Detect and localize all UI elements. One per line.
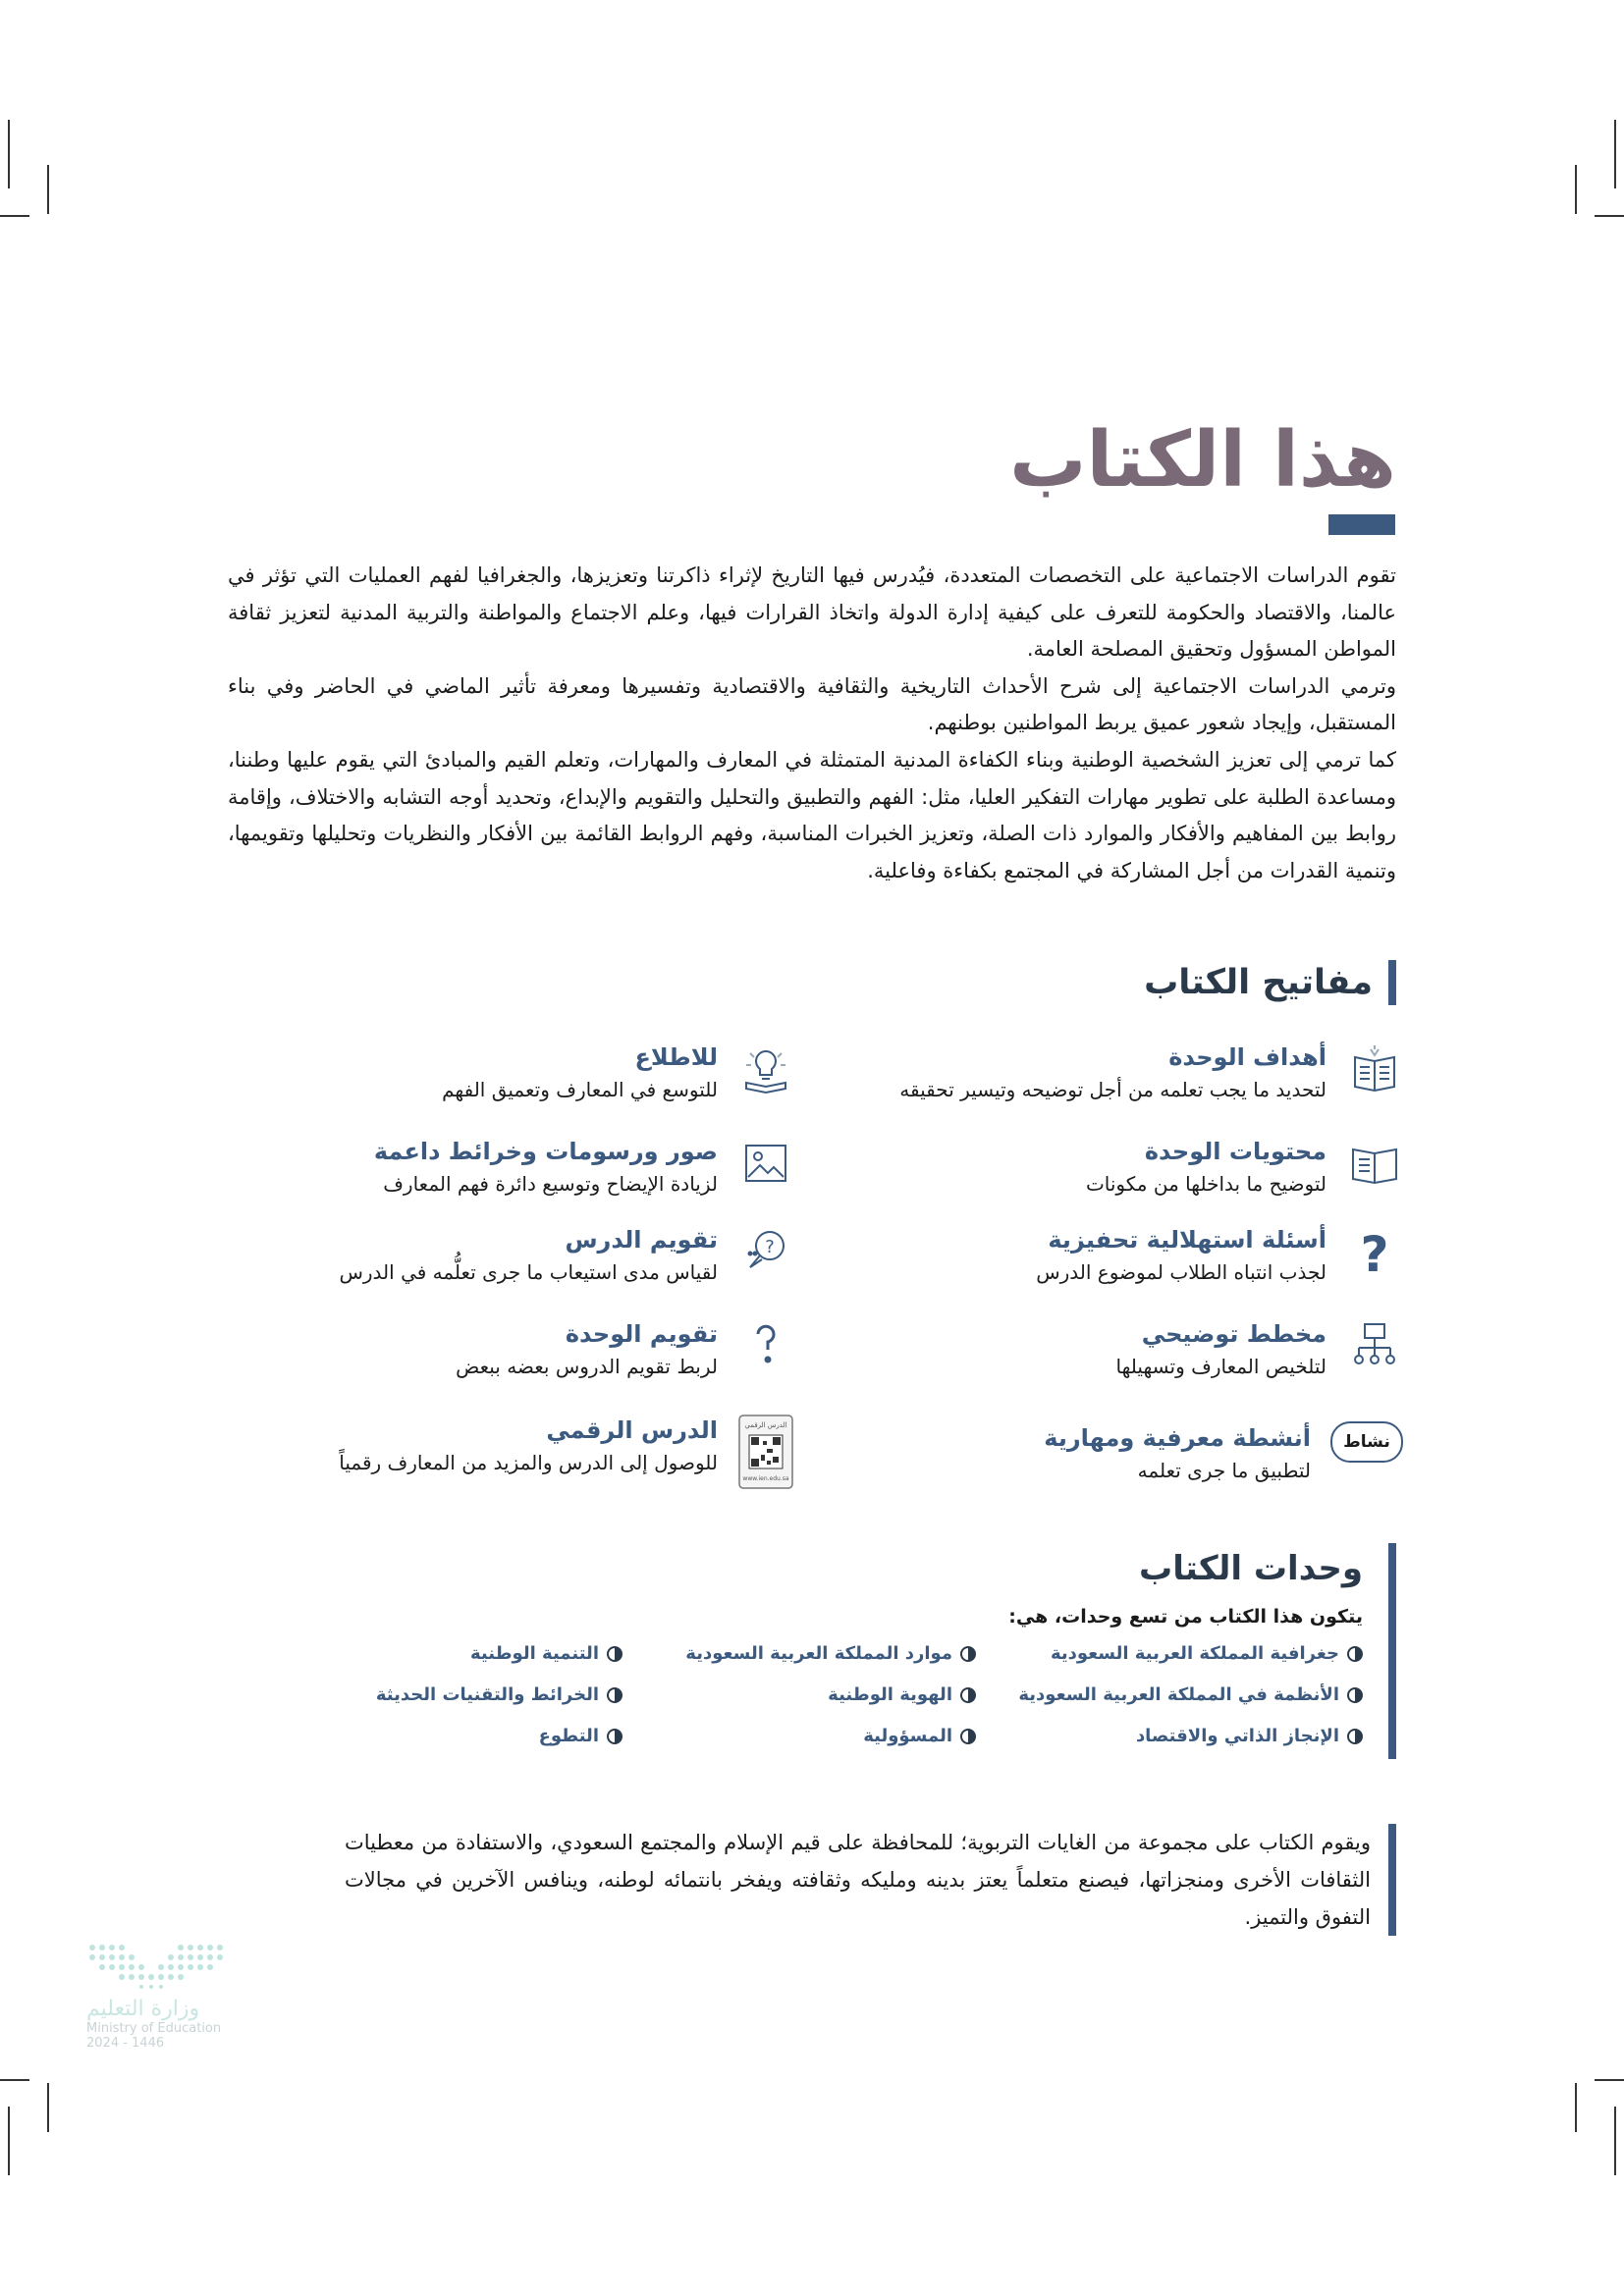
key-lesson-evaluation <box>244 1223 794 1288</box>
half-circle-bullet-icon <box>960 1646 976 1662</box>
unit-item: المسؤولية <box>863 1726 976 1746</box>
closing-paragraph: ويقوم الكتاب على مجموعة من الغايات التربوية؛ للمحافظة على قيم الإسلام والمجتمع السعودي، والاستفادة من معطيات الثقافات الأخرى ومنجزاتها، فيصنع متعلماً يعتز بدينه ومليكه وثقافته ويفخر بانتمائه لوطنه، وينافس الآخرين في مجالات التفوق والتميز. <box>345 1824 1396 1936</box>
key-desc: لجذب انتباه الطلاب لموضوع الدرس <box>1036 1260 1326 1284</box>
unit-item: الهوية الوطنية <box>828 1684 976 1705</box>
title-accent-bar <box>1328 514 1395 535</box>
key-desc: لزيادة الإيضاح وتوسيع دائرة فهم المعارف <box>383 1172 718 1196</box>
svg-text:?: ? <box>765 1237 775 1257</box>
key-unit-goals <box>853 1041 1403 1105</box>
key-desc: لتطبيق ما جرى تعلمه <box>1137 1459 1311 1482</box>
crop-mark <box>0 2079 29 2081</box>
intro-paragraph: كما ترمي إلى تعزيز الشخصية الوطنية وبناء الكفاءة المدنية المتمثلة في المعارف والمهارات، وتعلم القيم والمبادئ التي يقوم عليها وطننا، ومساعدة الطلبة على تطوير مهارات التفكير العليا، مثل: الفهم والتطبيق والتحليل والتقويم والإبداع، وتحديد أوجه التشابه والاختلاف، وإقامة روابط بين المفاهيم والأفكار والموارد ذات الصلة، وتعزيز الخبرات المناسبة، وفهم الروابط القائمة بين الأفكار والنظريات وتحليلها وتقويمها، وتنمية القدرات من أجل المشاركة في المجتمع بكفاءة وفاعلية. <box>228 747 1396 882</box>
half-circle-bullet-icon <box>607 1729 623 1744</box>
half-circle-bullet-icon <box>960 1687 976 1703</box>
digital-card-url: www.ien.edu.sa <box>742 1475 789 1482</box>
crop-mark <box>1595 215 1624 217</box>
crop-mark <box>1614 120 1616 188</box>
lightbulb-book-icon <box>737 1041 794 1097</box>
ministry-dots-icon <box>86 1942 224 1989</box>
book-list-icon <box>1346 1041 1403 1097</box>
key-name: الدرس الرقمي <box>546 1416 718 1444</box>
book-units <box>375 1543 1396 1759</box>
key-images <box>244 1135 794 1200</box>
crop-mark <box>1575 165 1577 214</box>
key-desc: للتوسع في المعارف وتعميق الفهم <box>442 1078 718 1101</box>
ministry-year: 2024 - 1446 <box>86 2036 165 2051</box>
activity-badge: نشاط <box>1330 1421 1403 1463</box>
key-name: أسئلة استهلالية تحفيزية <box>1048 1226 1326 1254</box>
crop-mark <box>1614 2107 1616 2175</box>
key-unit-contents <box>853 1135 1403 1200</box>
key-unit-evaluation <box>244 1317 794 1382</box>
hook-question-icon <box>737 1317 794 1374</box>
key-name: محتويات الوحدة <box>1144 1138 1326 1165</box>
unit-item: الإنجاز الذاتي والاقتصاد <box>1136 1726 1363 1746</box>
key-name: تقويم الوحدة <box>565 1320 718 1348</box>
question-mark-icon <box>1346 1223 1403 1280</box>
key-name: أنشطة معرفية ومهارية <box>1044 1424 1311 1452</box>
key-desc: لتلخيص المعارف وتسهيلها <box>1115 1355 1326 1378</box>
half-circle-bullet-icon <box>960 1729 976 1744</box>
open-book-icon <box>1346 1135 1403 1192</box>
key-desc: لربط تقويم الدروس بعضه ببعض <box>456 1355 718 1378</box>
crop-mark <box>8 120 10 188</box>
key-desc: لتحديد ما يجب تعلمه من أجل توضيحه وتيسير تحقيقه <box>899 1078 1326 1101</box>
svg-text:?: ? <box>1360 1226 1389 1277</box>
crop-mark <box>0 215 29 217</box>
units-intro: يتكون هذا الكتاب من تسع وحدات، هي: <box>1008 1606 1363 1628</box>
ministry-name-en: Ministry of Education <box>86 2021 222 2036</box>
ministry-logo <box>86 1942 302 2051</box>
unit-item: التنمية الوطنية <box>470 1643 623 1664</box>
keys-heading <box>1144 960 1396 1005</box>
half-circle-bullet-icon <box>1347 1687 1363 1703</box>
chat-question-icon <box>737 1223 794 1280</box>
unit-item: التطوع <box>539 1726 623 1746</box>
half-circle-bullet-icon <box>607 1646 623 1662</box>
key-digital-lesson <box>244 1414 794 1490</box>
key-name: تقويم الدرس <box>565 1226 718 1254</box>
key-desc: للوصول إلى الدرس والمزيد من المعارف رقمياً <box>339 1451 718 1474</box>
half-circle-bullet-icon <box>607 1687 623 1703</box>
heading-accent-bar <box>1388 960 1396 1005</box>
crop-mark <box>1575 2083 1577 2132</box>
key-name: للاطلاع <box>634 1043 718 1071</box>
crop-mark <box>1595 2079 1624 2081</box>
key-name: صور ورسومات وخرائط داعمة <box>373 1138 718 1165</box>
crop-mark <box>8 2107 10 2175</box>
key-read-more <box>244 1041 794 1105</box>
crop-mark <box>47 2083 49 2132</box>
keys-heading-text: مفاتيح الكتاب <box>1144 963 1373 1002</box>
key-name: مخطط توضيحي <box>1141 1320 1326 1348</box>
qr-code-icon <box>737 1414 794 1490</box>
key-desc: لقياس مدى استيعاب ما جرى تعلُّمه في الدرس <box>339 1260 718 1284</box>
ministry-name-ar: وزارة التعليم <box>86 1997 200 2021</box>
half-circle-bullet-icon <box>1347 1729 1363 1744</box>
units-heading: وحدات الكتاب <box>1139 1549 1363 1588</box>
key-activities <box>853 1421 1403 1486</box>
key-starter-questions <box>853 1223 1403 1288</box>
intro-text <box>228 558 1396 889</box>
unit-item: الخرائط والتقنيات الحديثة <box>376 1684 623 1705</box>
intro-paragraph: وترمي الدراسات الاجتماعية إلى شرح الأحداث التاريخية والثقافية والاقتصادية وتفسيرها ومعرفة تأثير الماضي في الحاضر وفي بناء المستقبل، وإيجاد شعور عميق يربط المواطنين بوطنهم. <box>228 673 1396 735</box>
intro-paragraph: تقوم الدراسات الاجتماعية على التخصصات المتعددة، فيُدرس فيها التاريخ لإثراء ذاكرتنا وتعزيزها، والجغرافيا لفهم العمليات التي تؤثر في عالمنا، والاقتصاد والحكومة للتعرف على كيفية إدارة الدولة واتخاذ القرارات فيها، وعلم الاجتماع والمواطنة والتربية المدنية لتعزيز ثقافة المواطن المسؤول وتحقيق المصلحة العامة. <box>228 563 1396 662</box>
page-title: هذا الكتاب <box>1009 416 1396 505</box>
unit-item: جغرافية المملكة العربية السعودية <box>1051 1643 1363 1664</box>
key-desc: لتوضيح ما بداخلها من مكونات <box>1085 1172 1326 1196</box>
image-icon <box>737 1135 794 1192</box>
crop-mark <box>47 165 49 214</box>
key-name: أهداف الوحدة <box>1168 1043 1326 1071</box>
half-circle-bullet-icon <box>1347 1646 1363 1662</box>
flowchart-icon <box>1346 1317 1403 1374</box>
digital-card-label: الدرس الرقمي <box>744 1421 787 1429</box>
key-diagram <box>853 1317 1403 1382</box>
unit-item: الأنظمة في المملكة العربية السعودية <box>1018 1684 1363 1705</box>
unit-item: موارد المملكة العربية السعودية <box>685 1643 976 1664</box>
